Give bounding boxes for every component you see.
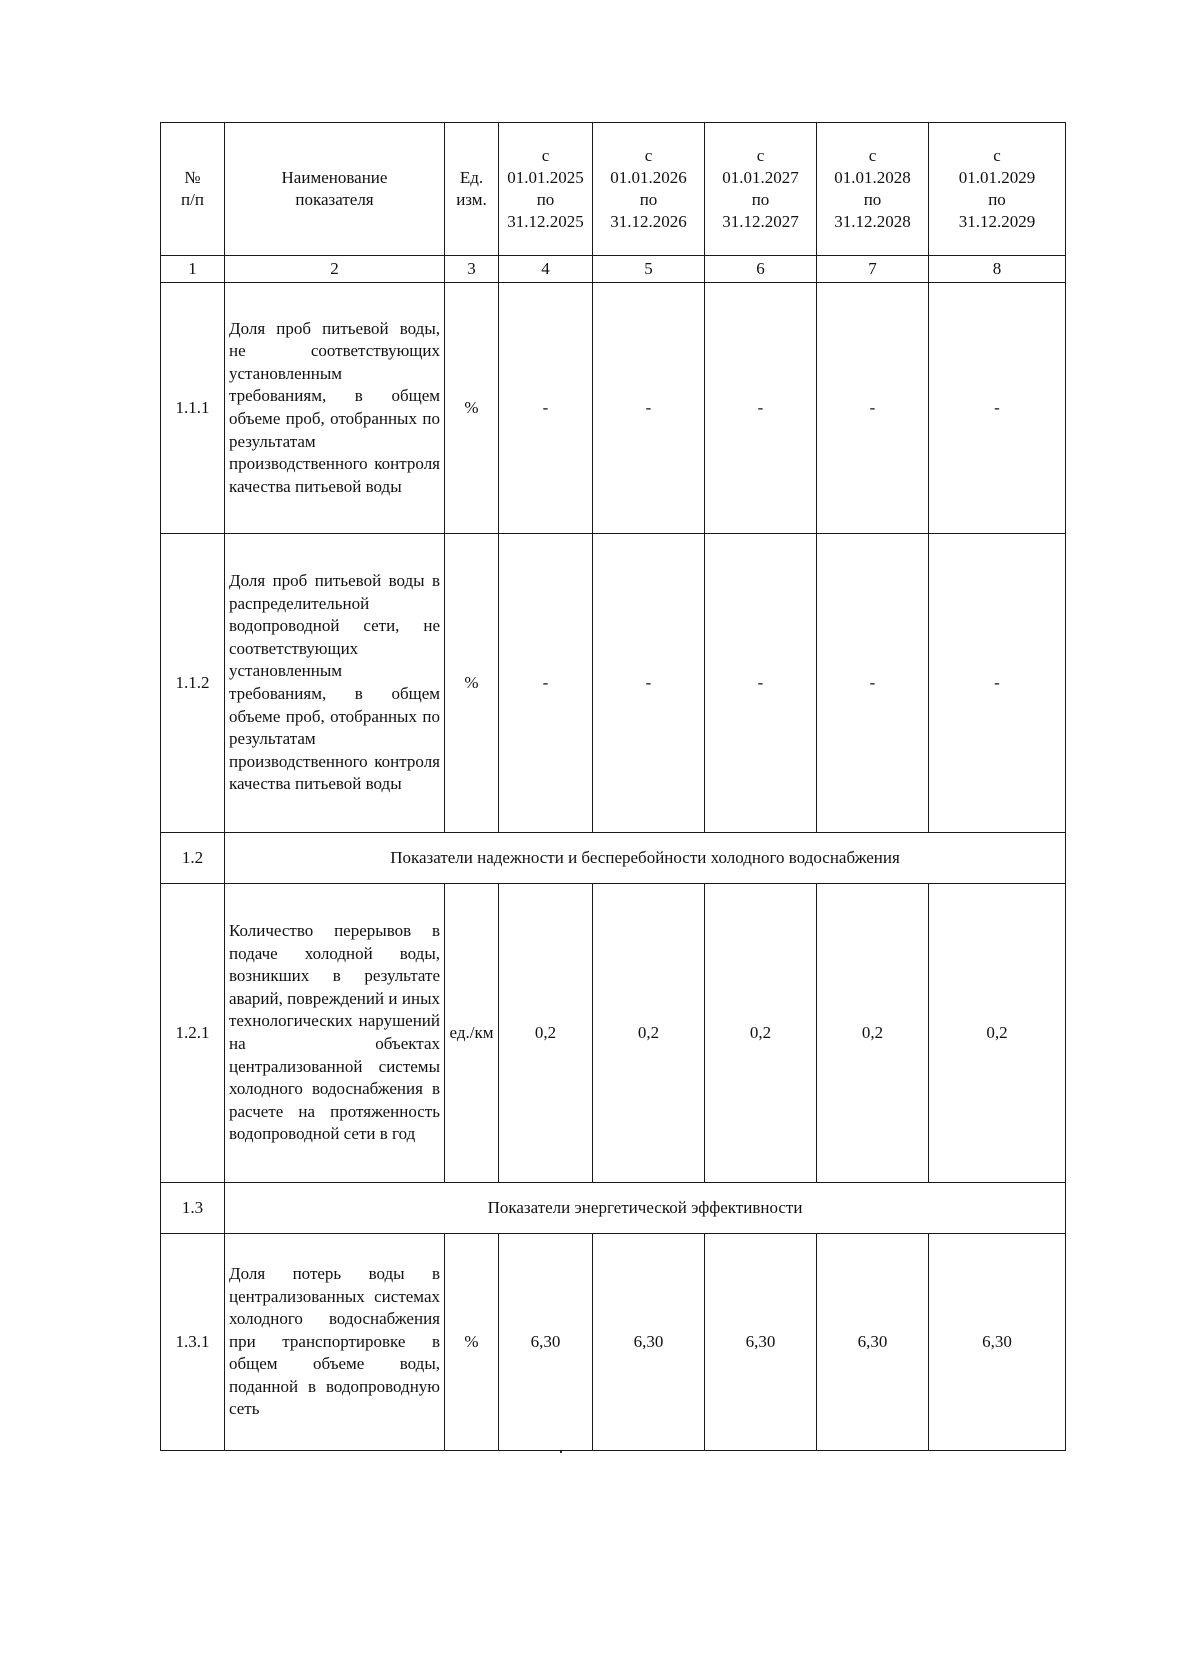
indicator-name: Доля проб питьевой воды в распределительной водопроводной сети, не соответствующих установленным требованиям, в общем объеме проб, отобранных по результатам производственного контроля качества питьевой воды: [225, 534, 445, 833]
header-num: № п/п: [161, 123, 225, 256]
value-cell: 0,2: [593, 884, 705, 1183]
unit-cell: %: [445, 283, 499, 534]
column-number: 4: [499, 256, 593, 283]
column-number: 5: [593, 256, 705, 283]
header-period-2028: с 01.01.2028 по 31.12.2028: [817, 123, 929, 256]
header-period-2026: с 01.01.2026 по 31.12.2026: [593, 123, 705, 256]
header-unit: Ед. изм.: [445, 123, 499, 256]
table-row-1-2-1: [161, 884, 1066, 1183]
value-cell: -: [705, 534, 817, 833]
value-cell: -: [705, 283, 817, 534]
row-number: 1.1.1: [161, 283, 225, 534]
section-row-1-2: [161, 833, 1066, 884]
row-number: 1.2.1: [161, 884, 225, 1183]
value-cell: 0,2: [929, 884, 1066, 1183]
value-cell: -: [499, 283, 593, 534]
value-cell: -: [593, 283, 705, 534]
row-number: 1.3.1: [161, 1234, 225, 1451]
column-number: 8: [929, 256, 1066, 283]
value-cell: -: [499, 534, 593, 833]
table-row-1-1-2: [161, 534, 1066, 833]
section-number: 1.2: [161, 833, 225, 884]
indicator-name: Количество перерывов в подаче холодной воды, возникших в результате аварий, повреждений и иных технологических нарушений на объектах централизованной системы холодного водоснабжения в расчете на протяженность водопроводной сети в год: [225, 884, 445, 1183]
section-number: 1.3: [161, 1183, 225, 1234]
table-row-1-3-1: [161, 1234, 1066, 1451]
section-title: Показатели энергетической эффективности: [225, 1183, 1066, 1234]
value-cell: 0,2: [817, 884, 929, 1183]
value-cell: 0,2: [705, 884, 817, 1183]
header-period-2025: с 01.01.2025 по 31.12.2025: [499, 123, 593, 256]
header-period-2027: с 01.01.2027 по 31.12.2027: [705, 123, 817, 256]
column-number: 6: [705, 256, 817, 283]
indicator-name: Доля потерь воды в централизованных системах холодного водоснабжения при транспортировке в общем объеме воды, поданной в водопроводную сеть: [225, 1234, 445, 1451]
value-cell: 6,30: [929, 1234, 1066, 1451]
column-number-row: [161, 256, 1066, 283]
value-cell: -: [817, 283, 929, 534]
value-cell: 0,2: [499, 884, 593, 1183]
header-period-2029: с 01.01.2029 по 31.12.2029: [929, 123, 1066, 256]
column-number: 3: [445, 256, 499, 283]
value-cell: -: [929, 283, 1066, 534]
indicator-name: Доля проб питьевой воды, не соответствующих установленным требованиям, в общем объеме проб, отобранных по результатам производственного контроля качества питьевой воды: [225, 283, 445, 534]
header-name: Наименование показателя: [225, 123, 445, 256]
value-cell: -: [929, 534, 1066, 833]
indicators-table: [160, 122, 1066, 1451]
column-number: 7: [817, 256, 929, 283]
value-cell: -: [817, 534, 929, 833]
value-cell: 6,30: [817, 1234, 929, 1451]
row-number: 1.1.2: [161, 534, 225, 833]
table-row-1-1-1: [161, 283, 1066, 534]
unit-cell: %: [445, 1234, 499, 1451]
section-title: Показатели надежности и бесперебойности холодного водоснабжения: [225, 833, 1066, 884]
value-cell: 6,30: [705, 1234, 817, 1451]
section-row-1-3: [161, 1183, 1066, 1234]
column-number: 1: [161, 256, 225, 283]
value-cell: -: [593, 534, 705, 833]
scan-speck: [560, 1451, 562, 1453]
header-row: [161, 123, 1066, 256]
unit-cell: %: [445, 534, 499, 833]
value-cell: 6,30: [593, 1234, 705, 1451]
unit-cell: ед./км: [445, 884, 499, 1183]
column-number: 2: [225, 256, 445, 283]
value-cell: 6,30: [499, 1234, 593, 1451]
